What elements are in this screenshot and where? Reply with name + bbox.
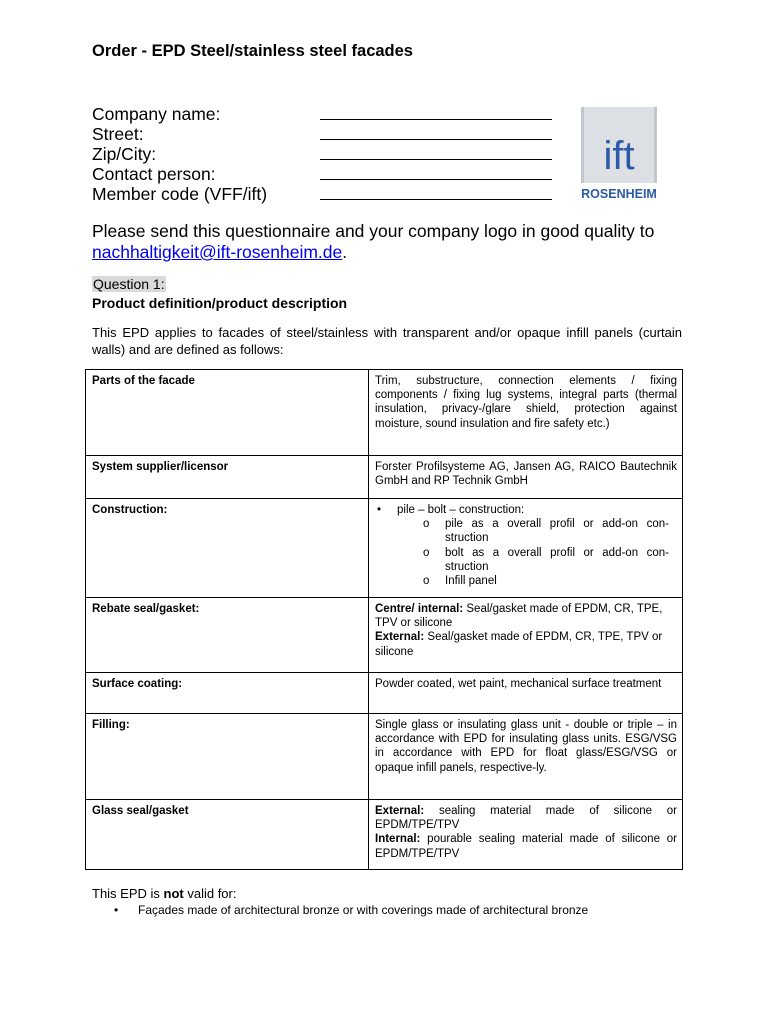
facade-definition-table: [85, 369, 683, 870]
logo-mark: ift: [603, 134, 635, 178]
row-label: Surface coating:: [86, 673, 369, 714]
page-title: Order - EPD Steel/stainless steel facades: [92, 42, 413, 60]
table-row: [86, 370, 683, 456]
row-value: Trim, substructure, connection elements / fixing components / fixing lug systems, integral parts (thermal insulation, privacy-/glare shield, protection against moisture, sound insulation and fire safety etc.): [369, 370, 683, 456]
glass-internal: Internal: pourable sealing material made of silicone or EPDM/TPE/TPV: [375, 833, 677, 860]
row-value: Powder coated, wet paint, mechanical surface treatment: [369, 673, 683, 714]
row-value: Single glass or insulating glass unit - double or triple – in accordance with EPD for insulating glass units. ESG/VSG in accordance with EPD for float glass/ESG/VSG or opaque infill panels, respective-ly.: [369, 714, 683, 800]
exclusion-text: Façades made of architectural bronze or with coverings made of architectural bronze: [138, 903, 589, 917]
row-label: Construction:: [86, 499, 369, 598]
row-label: System supplier/licensor: [86, 456, 369, 499]
question-number: Question 1:: [93, 276, 165, 292]
request-paragraph: [92, 221, 692, 263]
row-value: [369, 800, 683, 870]
member-code-field[interactable]: [320, 199, 552, 200]
company-name-field[interactable]: [320, 119, 552, 120]
not-valid-heading: This EPD is not valid for:: [92, 886, 237, 901]
ift-rosenheim-logo: [577, 107, 661, 202]
zip-city-label: Zip/City:: [92, 144, 157, 164]
table-row: [86, 598, 683, 673]
construction-bullet: • pile – bolt – construction:: [375, 503, 677, 517]
table-row: [86, 499, 683, 598]
zip-city-field[interactable]: [320, 159, 552, 160]
construction-sub-item: o Infill panel: [375, 574, 677, 588]
table-row: [86, 714, 683, 800]
row-label: Glass seal/gasket: [86, 800, 369, 870]
street-field[interactable]: [320, 139, 552, 140]
street-label: Street:: [92, 124, 144, 144]
rebate-centre: Centre/ internal: Seal/gasket made of EPDM, CR, TPE, TPV or silicone: [375, 603, 663, 630]
contact-person-field[interactable]: [320, 179, 552, 180]
construction-sub-item: o pile as a overall profil or add-on con-struction: [375, 517, 677, 545]
glass-external: External: sealing material made of silicone or EPDM/TPE/TPV: [375, 805, 677, 832]
email-link[interactable]: nachhaltigkeit@ift-rosenheim.de: [92, 242, 343, 262]
table-row: [86, 800, 683, 870]
member-code-label: Member code (VFF/ift): [92, 184, 268, 204]
row-label: Filling:: [86, 714, 369, 800]
table-row: [86, 456, 683, 499]
construction-sub-item: o bolt as a overall profil or add-on con-struction: [375, 546, 677, 574]
row-value: [369, 499, 683, 598]
question-title: Product definition/product description: [92, 295, 348, 311]
logo-caption: ROSENHEIM: [581, 187, 657, 201]
row-value: [369, 598, 683, 673]
question-intro: This EPD applies to facades of steel/stainless with transparent and/or opaque infill panels (curtain walls) and are defined as follows:: [92, 325, 682, 357]
row-label: Parts of the facade: [86, 370, 369, 456]
company-name-label: Company name:: [92, 104, 221, 124]
request-end: .: [342, 242, 348, 262]
rebate-external: External: Seal/gasket made of EPDM, CR, TPE, TPV or silicone: [375, 631, 663, 658]
row-value: Forster Profilsysteme AG, Jansen AG, RAICO Bautechnik GmbH and RP Technik GmbH: [369, 456, 683, 499]
row-label: Rebate seal/gasket:: [86, 598, 369, 673]
table-row: [86, 673, 683, 714]
bullet-icon: •: [114, 903, 119, 917]
contact-person-label: Contact person:: [92, 164, 216, 184]
request-text: Please send this questionnaire and your company logo in good quality to: [92, 221, 655, 241]
